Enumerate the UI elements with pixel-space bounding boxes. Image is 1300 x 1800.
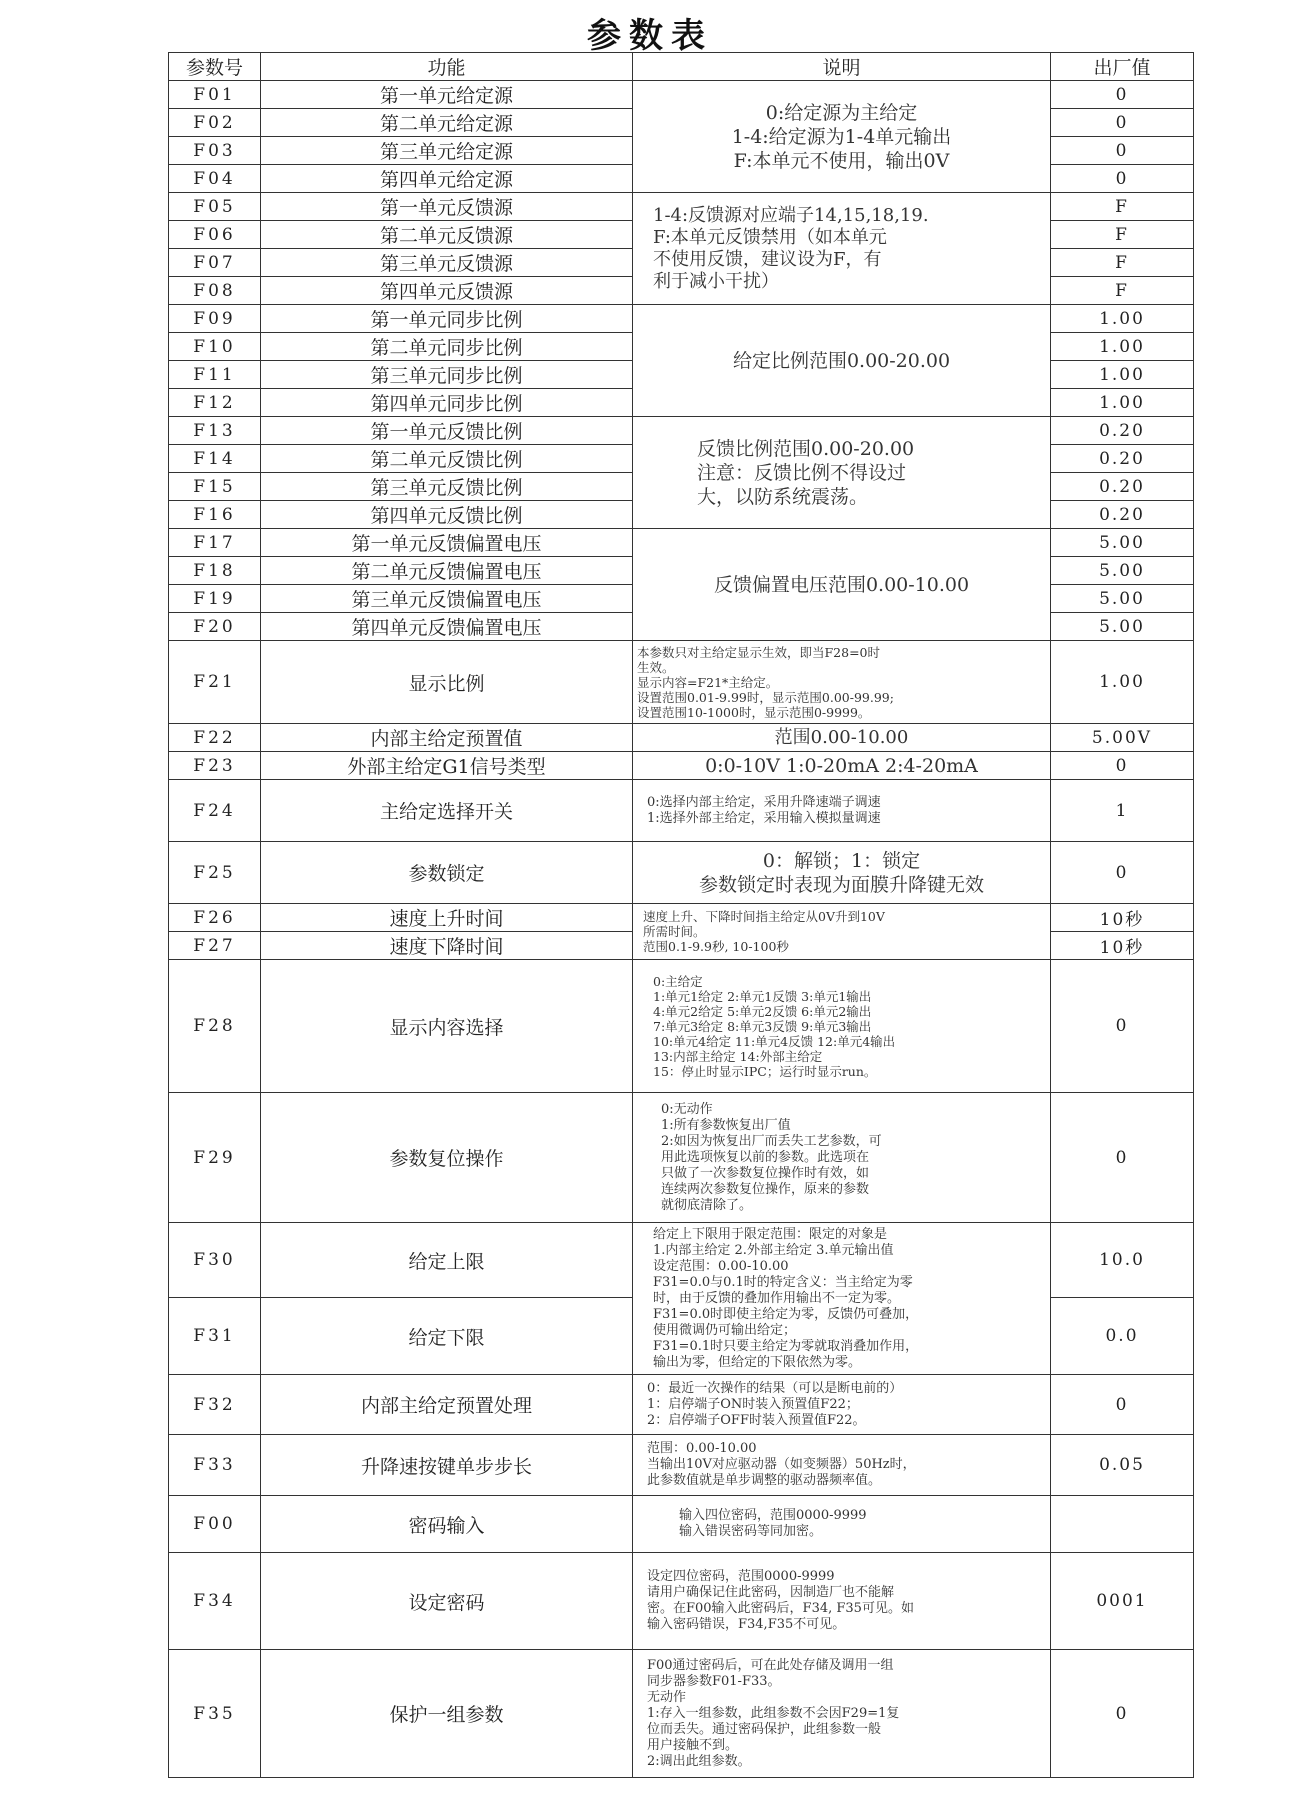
param-default: F xyxy=(1051,193,1194,221)
param-description: 给定比例范围0.00-20.00 xyxy=(633,305,1051,417)
param-default: 0 xyxy=(1051,1375,1194,1435)
header-default-value: 出厂值 xyxy=(1051,53,1194,81)
param-function: 第一单元同步比例 xyxy=(261,305,633,333)
param-code: F12 xyxy=(169,389,261,417)
param-description: 速度上升、下降时间指主给定从0V升到10V 所需时间。 范围0.1-9.9秒, 10-100秒 xyxy=(633,904,1051,960)
param-function: 第三单元同步比例 xyxy=(261,361,633,389)
param-function: 显示比例 xyxy=(261,641,633,724)
param-function: 第三单元给定源 xyxy=(261,137,633,165)
param-code: F27 xyxy=(169,932,261,960)
param-description: 0：最近一次操作的结果（可以是断电前的） 1：启停端子ON时装入预置值F22； 2：启停端子OFF时装入预置值F22。 xyxy=(633,1375,1051,1435)
param-function: 第四单元反馈比例 xyxy=(261,501,633,529)
table-row xyxy=(169,1650,1194,1778)
table-row xyxy=(169,1375,1194,1435)
param-default: 0.20 xyxy=(1051,473,1194,501)
param-code: F32 xyxy=(169,1375,261,1435)
table-row xyxy=(169,752,1194,780)
param-function: 显示内容选择 xyxy=(261,960,633,1093)
param-default: 1.00 xyxy=(1051,333,1194,361)
param-function: 主给定选择开关 xyxy=(261,780,633,842)
param-default: 0 xyxy=(1051,1093,1194,1223)
header-function: 功能 xyxy=(261,53,633,81)
param-function: 第一单元反馈比例 xyxy=(261,417,633,445)
param-default: 1.00 xyxy=(1051,389,1194,417)
param-function: 第四单元反馈源 xyxy=(261,277,633,305)
param-default: 1.00 xyxy=(1051,641,1194,724)
param-code: F19 xyxy=(169,585,261,613)
param-function: 第一单元反馈偏置电压 xyxy=(261,529,633,557)
param-function: 速度下降时间 xyxy=(261,932,633,960)
param-code: F34 xyxy=(169,1553,261,1650)
param-function: 给定上限 xyxy=(261,1223,633,1298)
table-row xyxy=(169,842,1194,904)
param-default: 0.05 xyxy=(1051,1435,1194,1496)
table-row xyxy=(169,1093,1194,1223)
param-default: 1 xyxy=(1051,780,1194,842)
param-default: F xyxy=(1051,249,1194,277)
param-function: 第四单元同步比例 xyxy=(261,389,633,417)
param-description: 0:0-10V 1:0-20mA 2:4-20mA xyxy=(633,752,1051,780)
table-row xyxy=(169,904,1194,932)
param-function: 第四单元给定源 xyxy=(261,165,633,193)
param-function: 第三单元反馈比例 xyxy=(261,473,633,501)
param-code: F26 xyxy=(169,904,261,932)
param-code: F01 xyxy=(169,81,261,109)
param-function: 外部主给定G1信号类型 xyxy=(261,752,633,780)
param-code: F22 xyxy=(169,724,261,752)
param-description: 0:选择内部主给定，采用升降速端子调速 1:选择外部主给定，采用输入模拟量调速 xyxy=(633,780,1051,842)
param-default: 0 xyxy=(1051,165,1194,193)
table-row xyxy=(169,529,1194,557)
param-function: 第二单元同步比例 xyxy=(261,333,633,361)
param-code: F28 xyxy=(169,960,261,1093)
param-description: 反馈偏置电压范围0.00-10.00 xyxy=(633,529,1051,641)
param-description: F00通过密码后，可在此处存储及调用一组 同步器参数F01-F33。 无动作 1:存入一组参数，此组参数不会因F29=1复 位而丢失。通过密码保护，此组参数一般 用户接触不到。 2:调出此组参数。 xyxy=(633,1650,1051,1778)
param-function: 内部主给定预置处理 xyxy=(261,1375,633,1435)
param-code: F35 xyxy=(169,1650,261,1778)
param-default: 10秒 xyxy=(1051,932,1194,960)
param-default: F xyxy=(1051,221,1194,249)
param-function: 参数复位操作 xyxy=(261,1093,633,1223)
param-code: F02 xyxy=(169,109,261,137)
param-function: 密码输入 xyxy=(261,1496,633,1553)
param-function: 参数锁定 xyxy=(261,842,633,904)
table-row xyxy=(169,1496,1194,1553)
param-function: 设定密码 xyxy=(261,1553,633,1650)
param-description: 范围：0.00-10.00 当输出10V对应驱动器（如变频器）50Hz时， 此参数值就是单步调整的驱动器频率值。 xyxy=(633,1435,1051,1496)
param-code: F31 xyxy=(169,1298,261,1375)
param-default: 0 xyxy=(1051,81,1194,109)
param-code: F23 xyxy=(169,752,261,780)
param-code: F17 xyxy=(169,529,261,557)
param-function: 升降速按键单步步长 xyxy=(261,1435,633,1496)
param-default: 0 xyxy=(1051,960,1194,1093)
table-row xyxy=(169,724,1194,752)
param-function: 第一单元反馈源 xyxy=(261,193,633,221)
header-description: 说明 xyxy=(633,53,1051,81)
param-code: F04 xyxy=(169,165,261,193)
table-row xyxy=(169,780,1194,842)
param-code: F16 xyxy=(169,501,261,529)
param-default: 0 xyxy=(1051,109,1194,137)
param-default: F xyxy=(1051,277,1194,305)
table-row xyxy=(169,1223,1194,1298)
param-code: F10 xyxy=(169,333,261,361)
param-function: 第二单元反馈源 xyxy=(261,221,633,249)
param-description: 0:无动作 1:所有参数恢复出厂值 2:如因为恢复出厂而丢失工艺参数，可 用此选项恢复以前的参数。此选项在 只做了一次参数复位操作时有效，如 连续两次参数复位操作，原来的参数 就彻底清除了。 xyxy=(633,1093,1051,1223)
param-default: 10秒 xyxy=(1051,904,1194,932)
param-default: 10.0 xyxy=(1051,1223,1194,1298)
param-default xyxy=(1051,1496,1194,1553)
param-code: F05 xyxy=(169,193,261,221)
table-row xyxy=(169,641,1194,724)
param-code: F21 xyxy=(169,641,261,724)
table-row xyxy=(169,193,1194,221)
param-function: 第三单元反馈偏置电压 xyxy=(261,585,633,613)
table-row xyxy=(169,81,1194,109)
param-default: 0.20 xyxy=(1051,501,1194,529)
param-default: 0 xyxy=(1051,1650,1194,1778)
table-row xyxy=(169,1553,1194,1650)
param-function: 第三单元反馈源 xyxy=(261,249,633,277)
table-row xyxy=(169,1435,1194,1496)
param-code: F11 xyxy=(169,361,261,389)
param-description: 输入四位密码，范围0000-9999 输入错误密码等同加密。 xyxy=(633,1496,1051,1553)
param-code: F06 xyxy=(169,221,261,249)
param-default: 5.00 xyxy=(1051,585,1194,613)
param-function: 内部主给定预置值 xyxy=(261,724,633,752)
param-code: F15 xyxy=(169,473,261,501)
param-default: 5.00 xyxy=(1051,613,1194,641)
param-code: F25 xyxy=(169,842,261,904)
param-default: 0.20 xyxy=(1051,417,1194,445)
param-function: 给定下限 xyxy=(261,1298,633,1375)
param-default: 0 xyxy=(1051,752,1194,780)
parameter-table xyxy=(168,52,1194,1778)
param-default: 0 xyxy=(1051,842,1194,904)
param-description: 范围0.00-10.00 xyxy=(633,724,1051,752)
param-code: F24 xyxy=(169,780,261,842)
param-code: F09 xyxy=(169,305,261,333)
param-code: F07 xyxy=(169,249,261,277)
param-default: 5.00V xyxy=(1051,724,1194,752)
table-header-row xyxy=(169,53,1194,81)
param-code: F03 xyxy=(169,137,261,165)
param-code: F13 xyxy=(169,417,261,445)
param-function: 第二单元反馈偏置电压 xyxy=(261,557,633,585)
param-function: 速度上升时间 xyxy=(261,904,633,932)
table-row xyxy=(169,417,1194,445)
param-code: F08 xyxy=(169,277,261,305)
param-code: F18 xyxy=(169,557,261,585)
param-description: 1-4:反馈源对应端子14,15,18,19. F:本单元反馈禁用（如本单元 不使用反馈，建议设为F，有 利于减小干扰） xyxy=(633,193,1051,305)
param-function: 第一单元给定源 xyxy=(261,81,633,109)
param-default: 0001 xyxy=(1051,1553,1194,1650)
param-description: 本参数只对主给定显示生效，即当F28=0时 生效。 显示内容=F21*主给定。 设置范围0.01-9.99时，显示范围0.00-99.99; 设置范围10-1000时，显示范围0-9999。 xyxy=(633,641,1051,724)
param-code: F29 xyxy=(169,1093,261,1223)
param-default: 1.00 xyxy=(1051,361,1194,389)
header-code: 参数号 xyxy=(169,53,261,81)
param-function: 保护一组参数 xyxy=(261,1650,633,1778)
param-default: 5.00 xyxy=(1051,557,1194,585)
param-code: F33 xyxy=(169,1435,261,1496)
table-row xyxy=(169,960,1194,1093)
param-description: 设定四位密码，范围0000-9999 请用户确保记住此密码，因制造厂也不能解 密。在F00输入此密码后，F34, F35可见。如 输入密码错误，F34,F35不可见。 xyxy=(633,1553,1051,1650)
param-function: 第二单元反馈比例 xyxy=(261,445,633,473)
param-description: 给定上下限用于限定范围：限定的对象是 1.内部主给定 2.外部主给定 3.单元输出值 设定范围：0.00-10.00 F31=0.0与0.1时的特定含义：当主给定为零 时，由于反馈的叠加作用输出不一定为零。 F31=0.0时即使主给定为零，反馈仍可叠加， 使用微调仍可输出给定； F31=0.1时只要主给定为零就取消叠加作用， 输出为零，但给定的下限依然为零。 xyxy=(633,1223,1051,1375)
param-description: 0:给定源为主给定 1-4:给定源为1-4单元输出 F:本单元不使用，输出0V xyxy=(633,81,1051,193)
param-function: 第四单元反馈偏置电压 xyxy=(261,613,633,641)
param-code: F14 xyxy=(169,445,261,473)
param-default: 5.00 xyxy=(1051,529,1194,557)
param-description: 反馈比例范围0.00-20.00 注意：反馈比例不得设过 大，以防系统震荡。 xyxy=(633,417,1051,529)
param-default: 0 xyxy=(1051,137,1194,165)
param-description: 0:主给定 1:单元1给定 2:单元1反馈 3:单元1输出 4:单元2给定 5:单元2反馈 6:单元2输出 7:单元3给定 8:单元3反馈 9:单元3输出 10:单元4给定 11:单元4反馈 12:单元4输出 13:内部主给定 14:外部主给定 15：停止时显示IPC；运行时显示run。 xyxy=(633,960,1051,1093)
param-default: 0.20 xyxy=(1051,445,1194,473)
param-description: 0：解锁；1：锁定 参数锁定时表现为面膜升降键无效 xyxy=(633,842,1051,904)
param-code: F00 xyxy=(169,1496,261,1553)
param-function: 第二单元给定源 xyxy=(261,109,633,137)
param-default: 1.00 xyxy=(1051,305,1194,333)
param-default: 0.0 xyxy=(1051,1298,1194,1375)
page-title: 参数表 xyxy=(587,16,713,56)
table-row xyxy=(169,305,1194,333)
param-code: F20 xyxy=(169,613,261,641)
param-code: F30 xyxy=(169,1223,261,1298)
